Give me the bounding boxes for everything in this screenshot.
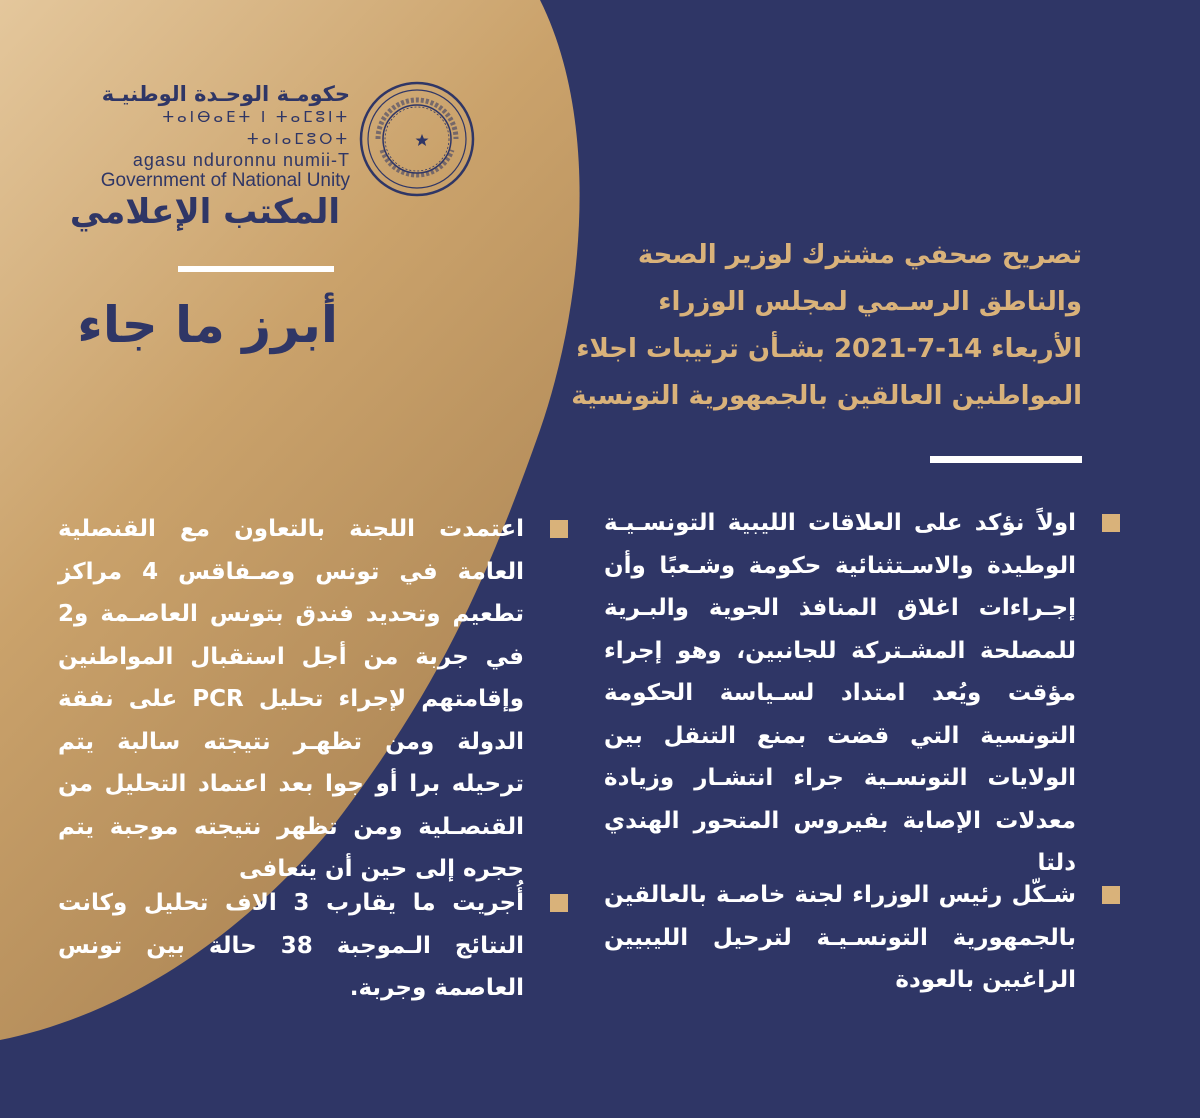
statement-headline: تصريح صحفي مشترك لوزير الصحة والناطق الرسـمي لمجلس الوزراء الأربعاء 14-7-2021 بشـأن ترتيبات اجلاء المواطنين العالقين بالجمهورية التونسية — [571, 240, 1082, 411]
list-item-text: اعتمدت اللجنة بالتعاون مع القنصلية العامة في تونس وصـفاقس 4 مراكز تطعيم وتحديد فندق بتونس العاصـمة و2 في جربة من أجل استقبال المواطنين وإقامتهم لإجراء تحليل PCR على نفقة الدولة ومن تظهـر نتيجته سالبة يتم ترحيله برا أو جوا بعد اعتماد التحليل من القنصـلية ومن تظهر نتيجته موجبة يتم حجره إلى حين أن يتعافى — [58, 516, 524, 882]
libya-state-seal-icon — [358, 80, 476, 198]
list-item-text: أُجريت ما يقارب 3 الاف تحليل وكانت النتائج الـموجبة 38 حالة بين تونس العاصمة وجربة. — [58, 890, 525, 1001]
list-item — [604, 874, 1076, 1002]
headline-divider — [930, 456, 1082, 463]
list-item-text: اولاً نؤكد على العلاقات الليبية التونسـيـة الوطيدة والاسـتثنائية حكومة وشـعبًا وأن إجـراءات اغلاق المنافذ الجوية والبـرية للمصلحة المشـتركة للجانبين، وهو إجراء مؤقت ويُعد امتداد لسـياسة الحكومة التونسية التي قضت بمنع التنقل بين الولايات التونسـية جراء انتشـار وزيادة معدلات الإصابة بفيروس المتحور الهندي دلتا — [604, 510, 1076, 876]
media-office-title: المكتب الإعلامي — [69, 192, 340, 232]
logo-latin-amazigh-name: agasu nduronnu numii-T — [132, 150, 350, 170]
list-item — [58, 508, 524, 891]
logo-arabic-name: حكومـة الوحـدة الوطنيـة — [101, 82, 350, 106]
square-bullet-icon — [1102, 886, 1120, 904]
section-title: أبرز ما جاء — [77, 296, 338, 354]
government-logo-text — [60, 82, 350, 192]
list-item — [58, 882, 524, 1010]
title-divider — [178, 266, 334, 272]
list-item — [604, 502, 1076, 885]
logo-tifinagh-name: ⵜⴰⵏⴱⴰⴹⵜ ⵏ ⵜⴰⵎⵓⵏⵜ ⵜⴰⵏⴰⵎⵓⵔⵜ — [162, 108, 350, 148]
square-bullet-icon — [1102, 514, 1120, 532]
logo-english-name: Government of National Unity — [100, 170, 350, 191]
square-bullet-icon — [550, 894, 568, 912]
list-item-text: شـكّل رئيس الوزراء لجنة خاصـة بالعالقين بالجمهورية التونسـيـة لترحيل الليبيين الراغبين بالعودة — [604, 882, 1076, 993]
square-bullet-icon — [550, 520, 568, 538]
